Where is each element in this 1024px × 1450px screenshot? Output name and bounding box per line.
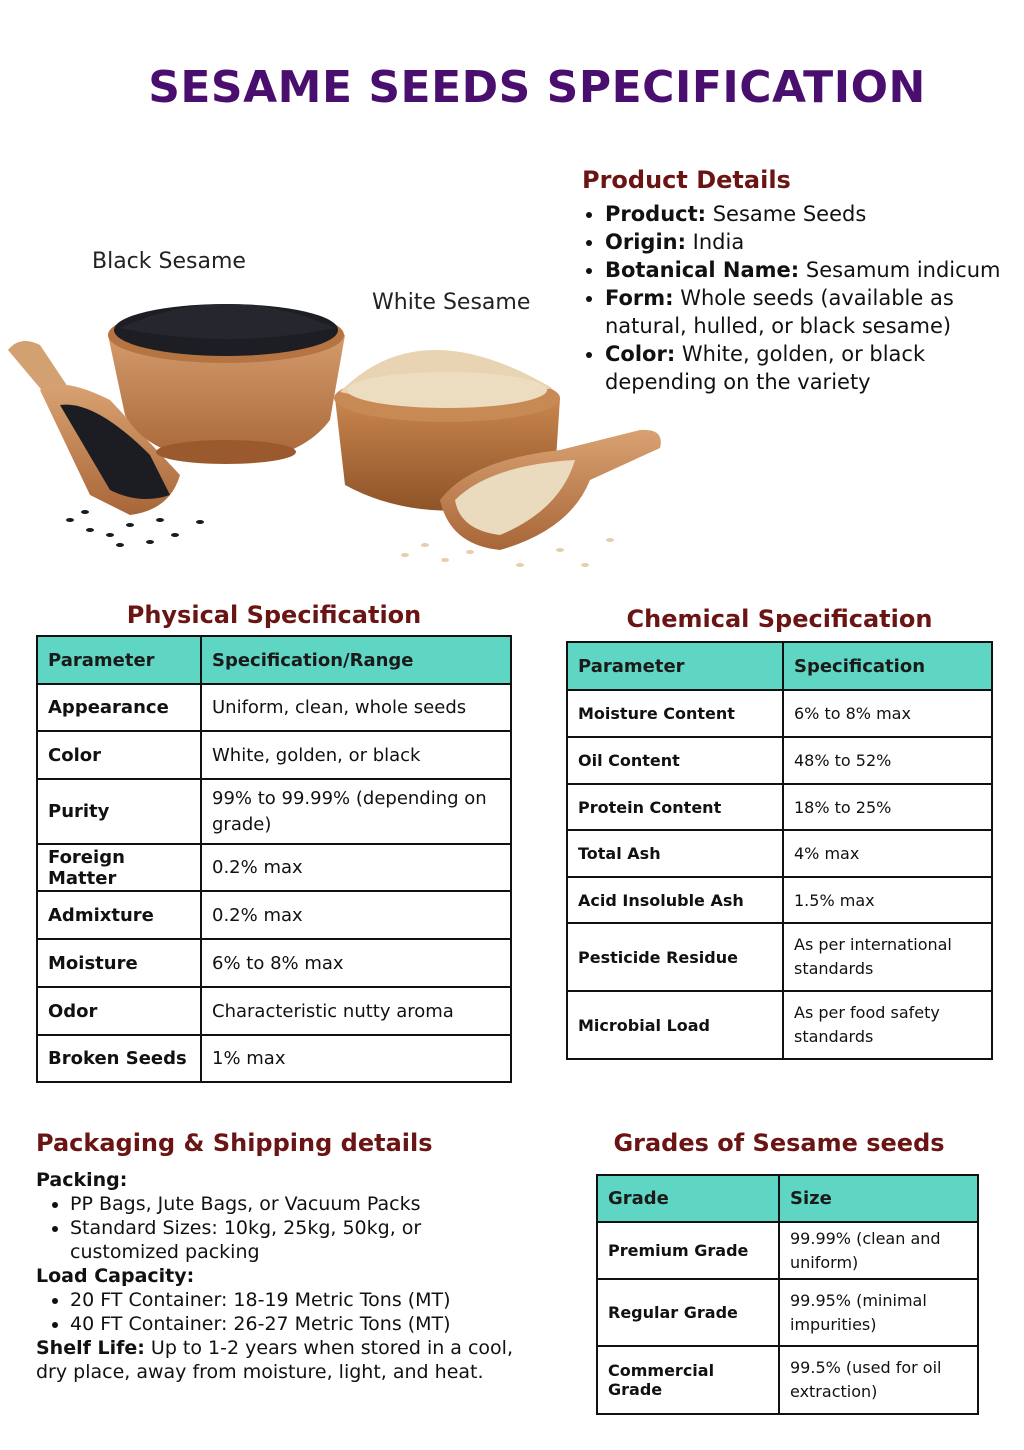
table-cell: 99.5% (used for oil extraction) [779, 1346, 978, 1414]
load-capacity-label: Load Capacity: [36, 1265, 195, 1287]
table-cell: Oil Content [567, 737, 783, 784]
column-header: Specification [783, 642, 992, 690]
page-title: SESAME SEEDS SPECIFICATION [148, 62, 926, 113]
table-header-row [567, 642, 992, 690]
table-cell: 6% to 8% max [201, 939, 511, 987]
item-key: Color: [605, 342, 676, 366]
table-row [37, 844, 511, 891]
table-row [567, 737, 992, 784]
table-cell: Foreign Matter [37, 844, 201, 891]
table-cell: Moisture Content [567, 690, 783, 737]
table-cell: Microbial Load [567, 991, 783, 1059]
list-item: • Standard Sizes: 10kg, 25kg, 50kg, or customized packing [70, 1216, 516, 1264]
table-row [567, 991, 992, 1059]
table-row [37, 939, 511, 987]
table-cell: As per food safety standards [783, 991, 992, 1059]
table-row [37, 779, 511, 844]
table-cell: As per international standards [783, 923, 992, 991]
table-row [37, 987, 511, 1035]
product-details-heading: Product Details [582, 166, 791, 194]
item-key: Product: [605, 202, 707, 226]
table-cell: 4% max [783, 830, 992, 877]
table-row [567, 784, 992, 830]
packing-label: Packing: [36, 1169, 128, 1191]
table-cell: Odor [37, 987, 201, 1035]
item-key: Botanical Name: [605, 258, 800, 282]
table-cell: Total Ash [567, 830, 783, 877]
packaging-details [36, 1168, 516, 1384]
column-header: Grade [597, 1175, 779, 1222]
column-header: Parameter [567, 642, 783, 690]
table-row [597, 1346, 978, 1414]
table-cell: Characteristic nutty aroma [201, 987, 511, 1035]
table-row [567, 830, 992, 877]
table-cell: Moisture [37, 939, 201, 987]
table-cell: Uniform, clean, whole seeds [201, 684, 511, 731]
item-value: Whole seeds (available as natural, hulled, or black sesame) [605, 286, 954, 338]
column-header: Size [779, 1175, 978, 1222]
table-cell: Pesticide Residue [567, 923, 783, 991]
table-cell: Broken Seeds [37, 1035, 201, 1082]
table-cell: 99.99% (clean and uniform) [779, 1222, 978, 1279]
black-seeds-scatter [66, 510, 204, 547]
list-item: • 20 FT Container: 18-19 Metric Tons (MT) [70, 1288, 516, 1312]
grades-heading: Grades of Sesame seeds [613, 1129, 945, 1157]
table-row [567, 923, 992, 991]
table-cell: Purity [37, 779, 201, 844]
table-row [37, 684, 511, 731]
item-value: White, golden, or black depending on the variety [605, 342, 926, 394]
table-row [597, 1279, 978, 1346]
table-cell: 99.95% (minimal impurities) [779, 1279, 978, 1346]
packaging-heading: Packaging & Shipping details [36, 1129, 433, 1157]
column-header: Parameter [37, 636, 201, 684]
black-sesame-label: Black Sesame [92, 249, 246, 274]
table-cell: 99% to 99.99% (depending on grade) [201, 779, 511, 844]
table-row [37, 731, 511, 779]
table-cell: Premium Grade [597, 1222, 779, 1279]
sesame-seeds-image [0, 280, 670, 580]
table-cell: Regular Grade [597, 1279, 779, 1346]
item-value: Sesamum indicum [799, 258, 1001, 282]
table-row [37, 1035, 511, 1082]
table-cell: Commercial Grade [597, 1346, 779, 1414]
shelf-life-line [36, 1336, 516, 1384]
item-value: India [686, 230, 745, 254]
table-cell: 48% to 52% [783, 737, 992, 784]
table-cell: 18% to 25% [783, 784, 992, 830]
item-key: Origin: [605, 230, 686, 254]
table-cell: 0.2% max [201, 891, 511, 939]
table-cell: 1% max [201, 1035, 511, 1082]
list-item: • PP Bags, Jute Bags, or Vacuum Packs [70, 1192, 516, 1216]
physical-spec-heading: Physical Specification [126, 601, 422, 629]
chemical-spec-heading: Chemical Specification [626, 605, 933, 633]
item-key: Form: [605, 286, 674, 310]
table-row [37, 891, 511, 939]
table-row [567, 877, 992, 923]
table-cell: White, golden, or black [201, 731, 511, 779]
list-item: • 40 FT Container: 26-27 Metric Tons (MT) [70, 1312, 516, 1336]
table-cell: Acid Insoluble Ash [567, 877, 783, 923]
grades-table [596, 1174, 979, 1415]
list-item [605, 228, 1023, 256]
table-cell: Color [37, 731, 201, 779]
table-cell: 6% to 8% max [783, 690, 992, 737]
table-header-row [597, 1175, 978, 1222]
physical-spec-table [36, 635, 512, 1083]
shelf-life-text: Up to 1-2 years when stored in a cool, dry place, away from moisture, light, and heat. [36, 1337, 513, 1383]
table-cell: Protein Content [567, 784, 783, 830]
table-row [597, 1222, 978, 1279]
table-cell: 0.2% max [201, 844, 511, 891]
column-header: Specification/Range [201, 636, 511, 684]
table-cell: Admixture [37, 891, 201, 939]
table-cell: Appearance [37, 684, 201, 731]
shelf-life-label: Shelf Life: [36, 1337, 145, 1359]
table-header-row [37, 636, 511, 684]
table-row [567, 690, 992, 737]
list-item [605, 200, 1023, 228]
item-value: Sesame Seeds [706, 202, 867, 226]
white-sesame-label: White Sesame [372, 290, 531, 315]
table-cell: 1.5% max [783, 877, 992, 923]
chemical-spec-table [566, 641, 993, 1060]
